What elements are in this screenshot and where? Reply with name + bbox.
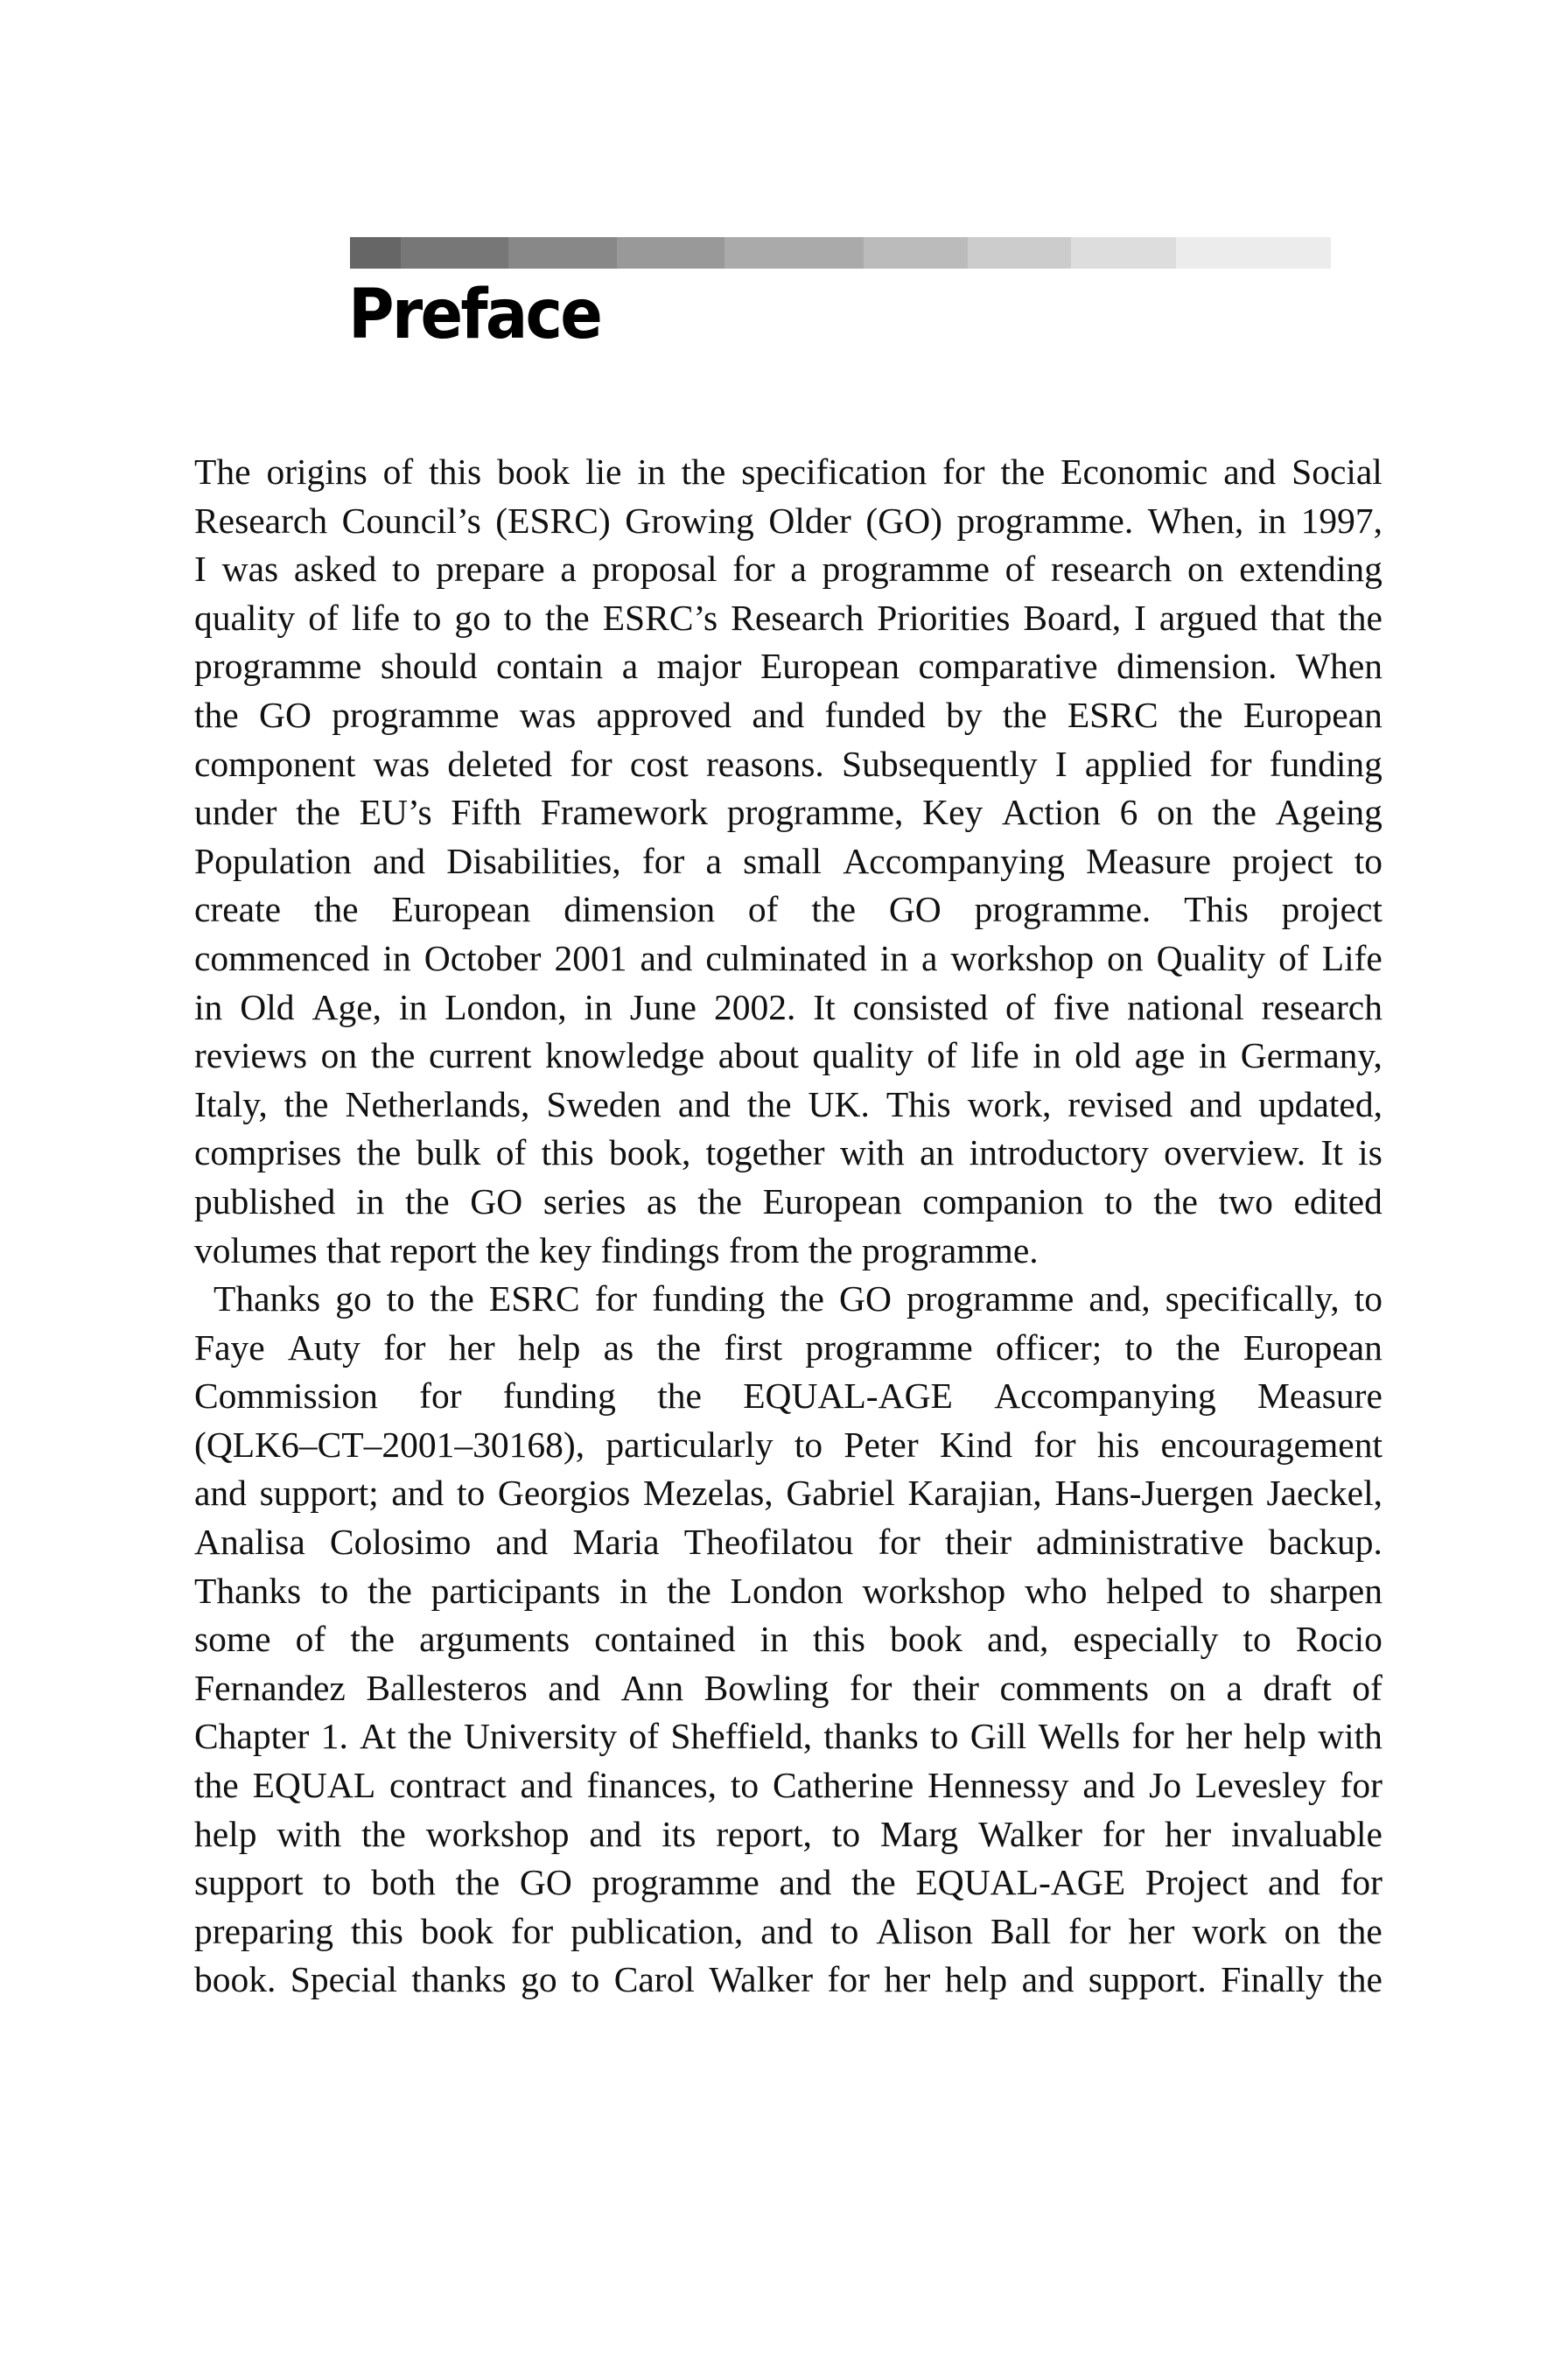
- text-line: (QLK6–CT–2001–30168), particularly to Peter Kind for his encouragement: [194, 1424, 1382, 1465]
- text-line: Faye Auty for her help as the first programme officer; to the European: [194, 1326, 1382, 1368]
- bar-segment: [508, 237, 617, 269]
- text-line: create the European dimension of the GO programme. This project: [194, 889, 1382, 930]
- text-line: Chapter 1. At the University of Sheffield, thanks to Gill Wells for her help with: [194, 1716, 1382, 1757]
- text-line: and support; and to Georgios Mezelas, Gabriel Karajian, Hans-Juergen Jaeckel,: [194, 1473, 1382, 1514]
- bar-segment: [350, 237, 401, 269]
- text-line: some of the arguments contained in this book and, especially to Rocio: [194, 1619, 1382, 1660]
- text-line: support to both the GO programme and the EQUAL-AGE Project and for: [194, 1862, 1382, 1903]
- text-line: comprises the bulk of this book, together with an introductory overview. It is: [194, 1132, 1382, 1173]
- preface-body: [194, 448, 1382, 2005]
- text-line: Research Council’s (ESRC) Growing Older (GO) programme. When, in 1997,: [194, 500, 1382, 541]
- bar-segment: [724, 237, 864, 269]
- text-line: Population and Disabilities, for a small Accompanying Measure project to: [194, 840, 1382, 881]
- text-line: preparing this book for publication, and to Alison Ball for her work on the: [194, 1910, 1382, 1951]
- text-line: reviews on the current knowledge about quality of life in old age in Germany,: [194, 1035, 1382, 1076]
- text-line: quality of life to go to the ESRC’s Research Priorities Board, I argued that the: [194, 597, 1382, 638]
- text-line: in Old Age, in London, in June 2002. It consisted of five national research: [194, 986, 1382, 1027]
- text-line: under the EU’s Fifth Framework programme, Key Action 6 on the Ageing: [194, 792, 1382, 833]
- bar-segment: [1071, 237, 1176, 269]
- text-line: help with the workshop and its report, to Marg Walker for her invaluable: [194, 1813, 1382, 1854]
- text-line: the EQUAL contract and finances, to Catherine Hennessy and Jo Levesley for: [194, 1765, 1382, 1806]
- bar-segment: [864, 237, 968, 269]
- page-title: Preface: [348, 276, 601, 354]
- text-line: The origins of this book lie in the specification for the Economic and Social: [194, 452, 1382, 492]
- decorative-gradient-bar: [350, 237, 1331, 269]
- text-line: component was deleted for cost reasons. Subsequently I applied for funding: [194, 743, 1382, 784]
- text-line: Thanks go to the ESRC for funding the GO programme and, specifically, to: [214, 1278, 1382, 1320]
- text-line: commenced in October 2001 and culminated in a workshop on Quality of Life: [194, 937, 1382, 978]
- bar-segment: [401, 237, 508, 269]
- text-line: published in the GO series as the European companion to the two edited: [194, 1180, 1382, 1222]
- text-line: Fernandez Ballesteros and Ann Bowling for their comments on a draft of: [194, 1667, 1382, 1708]
- text-line: book. Special thanks go to Carol Walker for her help and support. Finally the: [194, 1959, 1382, 2000]
- text-line: Analisa Colosimo and Maria Theofilatou for their administrative backup.: [194, 1522, 1382, 1563]
- text-line: I was asked to prepare a proposal for a programme of research on extending: [194, 549, 1382, 590]
- text-line: the GO programme was approved and funded by the ESRC the European: [194, 694, 1382, 735]
- text-line: Italy, the Netherlands, Sweden and the UK. This work, revised and updated,: [194, 1083, 1382, 1124]
- bar-segment: [968, 237, 1071, 269]
- text-line: Commission for funding the EQUAL-AGE Accompanying Measure: [194, 1376, 1382, 1417]
- text-line: Thanks to the participants in the London workshop who helped to sharpen: [194, 1570, 1382, 1611]
- bar-segment: [1176, 237, 1331, 269]
- paragraph-2: [194, 1275, 1382, 2005]
- text-line: volumes that report the key findings from the programme.: [194, 1229, 1039, 1270]
- bar-segment: [617, 237, 724, 269]
- paragraph-1: [194, 448, 1382, 1275]
- text-line: programme should contain a major European comparative dimension. When: [194, 646, 1382, 687]
